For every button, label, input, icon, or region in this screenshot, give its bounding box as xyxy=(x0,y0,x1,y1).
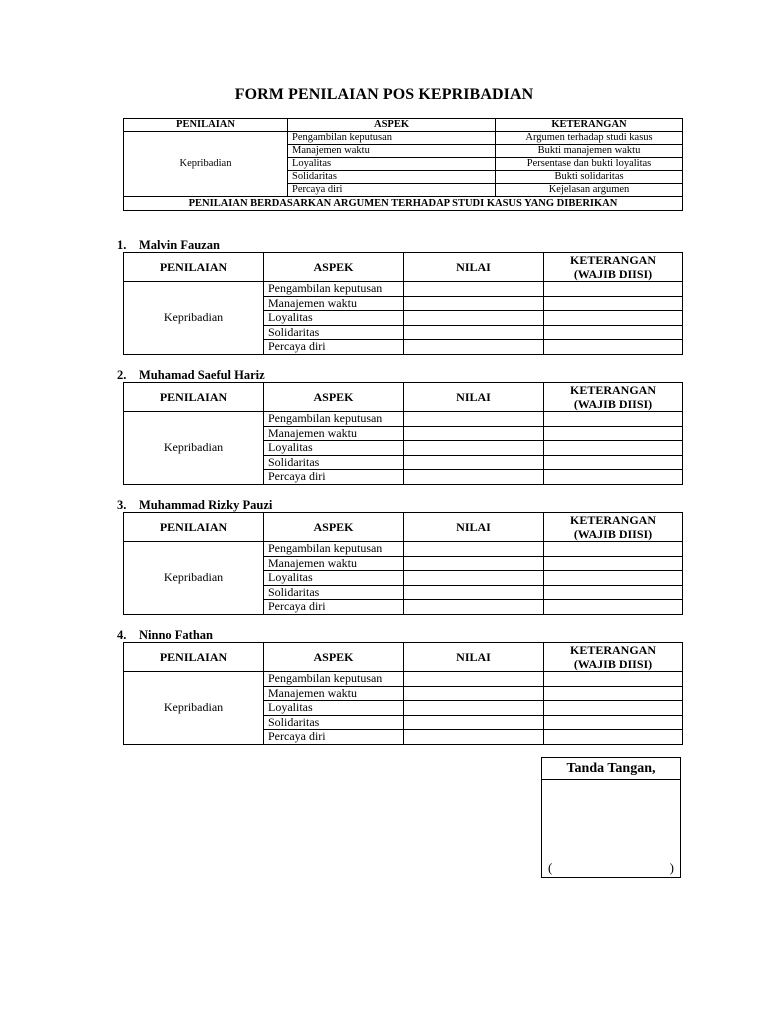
summary-table xyxy=(123,118,683,211)
keterangan-input-cell[interactable] xyxy=(544,571,683,586)
header-keterangan-line1: KETERANGAN xyxy=(569,253,656,267)
summary-header-penilaian: PENILAIAN xyxy=(124,119,288,132)
aspek-cell: Pengambilan keputusan xyxy=(264,412,404,427)
summary-header-aspek: ASPEK xyxy=(288,119,496,132)
summary-header-keterangan: KETERANGAN xyxy=(496,119,683,132)
header-keterangan-line2: (WAJIB DIISI) xyxy=(573,527,653,541)
person-table-header-row xyxy=(124,513,683,542)
nilai-input-cell[interactable] xyxy=(404,686,544,701)
summary-aspek: Pengambilan keputusan xyxy=(288,132,496,145)
nilai-input-cell[interactable] xyxy=(404,556,544,571)
aspek-cell: Manajemen waktu xyxy=(264,296,404,311)
header-keterangan-line2: (WAJIB DIISI) xyxy=(573,397,653,411)
header-keterangan xyxy=(544,513,683,542)
aspek-cell: Loyalitas xyxy=(264,311,404,326)
person-heading xyxy=(117,628,213,643)
header-aspek: ASPEK xyxy=(264,253,404,282)
summary-aspek: Solidaritas xyxy=(288,171,496,184)
category-cell: Kepribadian xyxy=(124,672,264,745)
person-number: 2. xyxy=(117,368,127,382)
header-penilaian: PENILAIAN xyxy=(124,513,264,542)
summary-footer: PENILAIAN BERDASARKAN ARGUMEN TERHADAP STUDI KASUS YANG DIBERIKAN xyxy=(124,197,683,211)
nilai-input-cell[interactable] xyxy=(404,311,544,326)
keterangan-input-cell[interactable] xyxy=(544,325,683,340)
summary-keterangan: Kejelasan argumen xyxy=(496,184,683,197)
person-table xyxy=(123,642,683,745)
aspek-cell: Solidaritas xyxy=(264,715,404,730)
nilai-input-cell[interactable] xyxy=(404,730,544,745)
summary-category: Kepribadian xyxy=(124,132,288,197)
nilai-input-cell[interactable] xyxy=(404,701,544,716)
header-nilai: NILAI xyxy=(404,383,544,412)
page-title: FORM PENILAIAN POS KEPRIBADIAN xyxy=(234,86,534,103)
header-nilai: NILAI xyxy=(404,513,544,542)
keterangan-input-cell[interactable] xyxy=(544,556,683,571)
summary-aspek: Percaya diri xyxy=(288,184,496,197)
person-table-header-row xyxy=(124,253,683,282)
header-keterangan xyxy=(544,383,683,412)
nilai-input-cell[interactable] xyxy=(404,542,544,557)
category-cell: Kepribadian xyxy=(124,282,264,355)
summary-aspek: Loyalitas xyxy=(288,158,496,171)
keterangan-input-cell[interactable] xyxy=(544,311,683,326)
person-table xyxy=(123,252,683,355)
nilai-input-cell[interactable] xyxy=(404,412,544,427)
keterangan-input-cell[interactable] xyxy=(544,412,683,427)
nilai-input-cell[interactable] xyxy=(404,426,544,441)
keterangan-input-cell[interactable] xyxy=(544,730,683,745)
header-nilai: NILAI xyxy=(404,253,544,282)
aspek-cell: Solidaritas xyxy=(264,455,404,470)
summary-row xyxy=(124,132,683,145)
person-number: 3. xyxy=(117,498,127,512)
aspek-cell: Pengambilan keputusan xyxy=(264,542,404,557)
nilai-input-cell[interactable] xyxy=(404,672,544,687)
summary-keterangan: Argumen terhadap studi kasus xyxy=(496,132,683,145)
person-heading xyxy=(117,498,272,513)
signature-paren-close: ) xyxy=(669,860,674,875)
table-row xyxy=(124,282,683,297)
keterangan-input-cell[interactable] xyxy=(544,470,683,485)
aspek-cell: Loyalitas xyxy=(264,571,404,586)
header-penilaian: PENILAIAN xyxy=(124,643,264,672)
header-aspek: ASPEK xyxy=(264,513,404,542)
keterangan-input-cell[interactable] xyxy=(544,701,683,716)
person-number: 1. xyxy=(117,238,127,252)
aspek-cell: Percaya diri xyxy=(264,600,404,615)
keterangan-input-cell[interactable] xyxy=(544,672,683,687)
header-keterangan-line1: KETERANGAN xyxy=(569,513,656,527)
aspek-cell: Loyalitas xyxy=(264,441,404,456)
nilai-input-cell[interactable] xyxy=(404,441,544,456)
category-cell: Kepribadian xyxy=(124,412,264,485)
aspek-cell: Loyalitas xyxy=(264,701,404,716)
aspek-cell: Percaya diri xyxy=(264,730,404,745)
person-name: Muhammad Rizky Pauzi xyxy=(139,498,273,512)
nilai-input-cell[interactable] xyxy=(404,600,544,615)
summary-keterangan: Bukti solidaritas xyxy=(496,171,683,184)
header-keterangan xyxy=(544,253,683,282)
summary-aspek: Manajemen waktu xyxy=(288,145,496,158)
header-aspek: ASPEK xyxy=(264,383,404,412)
aspek-cell: Percaya diri xyxy=(264,340,404,355)
nilai-input-cell[interactable] xyxy=(404,585,544,600)
keterangan-input-cell[interactable] xyxy=(544,715,683,730)
header-aspek: ASPEK xyxy=(264,643,404,672)
person-table-header-row xyxy=(124,383,683,412)
keterangan-input-cell[interactable] xyxy=(544,542,683,557)
keterangan-input-cell[interactable] xyxy=(544,296,683,311)
header-penilaian: PENILAIAN xyxy=(124,383,264,412)
keterangan-input-cell[interactable] xyxy=(544,686,683,701)
header-keterangan-line2: (WAJIB DIISI) xyxy=(573,267,653,281)
person-table xyxy=(123,512,683,615)
person-name: Malvin Fauzan xyxy=(139,238,220,252)
table-row xyxy=(124,542,683,557)
summary-footer-row xyxy=(124,197,683,211)
header-keterangan-line1: KETERANGAN xyxy=(569,643,656,657)
person-name: Muhamad Saeful Hariz xyxy=(139,368,265,382)
header-keterangan-line1: KETERANGAN xyxy=(569,383,656,397)
nilai-input-cell[interactable] xyxy=(404,340,544,355)
nilai-input-cell[interactable] xyxy=(404,470,544,485)
keterangan-input-cell[interactable] xyxy=(544,441,683,456)
keterangan-input-cell[interactable] xyxy=(544,585,683,600)
table-row xyxy=(124,412,683,427)
person-table-header-row xyxy=(124,643,683,672)
keterangan-input-cell[interactable] xyxy=(544,455,683,470)
nilai-input-cell[interactable] xyxy=(404,571,544,586)
aspek-cell: Pengambilan keputusan xyxy=(264,672,404,687)
person-heading xyxy=(117,368,265,383)
summary-header-row xyxy=(124,119,683,132)
table-row xyxy=(124,672,683,687)
category-cell: Kepribadian xyxy=(124,542,264,615)
signature-paren-open: ( xyxy=(548,860,553,875)
aspek-cell: Solidaritas xyxy=(264,585,404,600)
person-number: 4. xyxy=(117,628,127,642)
aspek-cell: Solidaritas xyxy=(264,325,404,340)
summary-keterangan: Persentase dan bukti loyalitas xyxy=(496,158,683,171)
nilai-input-cell[interactable] xyxy=(404,715,544,730)
nilai-input-cell[interactable] xyxy=(404,455,544,470)
signature-box[interactable] xyxy=(541,757,681,878)
keterangan-input-cell[interactable] xyxy=(544,426,683,441)
aspek-cell: Manajemen waktu xyxy=(264,556,404,571)
header-nilai: NILAI xyxy=(404,643,544,672)
summary-keterangan: Bukti manajemen waktu xyxy=(496,145,683,158)
person-table xyxy=(123,382,683,485)
signature-title: Tanda Tangan, xyxy=(542,758,680,780)
aspek-cell: Manajemen waktu xyxy=(264,426,404,441)
header-keterangan-line2: (WAJIB DIISI) xyxy=(573,657,653,671)
nilai-input-cell[interactable] xyxy=(404,282,544,297)
person-heading xyxy=(117,238,220,253)
keterangan-input-cell[interactable] xyxy=(544,600,683,615)
nilai-input-cell[interactable] xyxy=(404,325,544,340)
aspek-cell: Percaya diri xyxy=(264,470,404,485)
header-keterangan xyxy=(544,643,683,672)
keterangan-input-cell[interactable] xyxy=(544,340,683,355)
nilai-input-cell[interactable] xyxy=(404,296,544,311)
aspek-cell: Pengambilan keputusan xyxy=(264,282,404,297)
keterangan-input-cell[interactable] xyxy=(544,282,683,297)
aspek-cell: Manajemen waktu xyxy=(264,686,404,701)
person-name: Ninno Fathan xyxy=(139,628,213,642)
header-penilaian: PENILAIAN xyxy=(124,253,264,282)
